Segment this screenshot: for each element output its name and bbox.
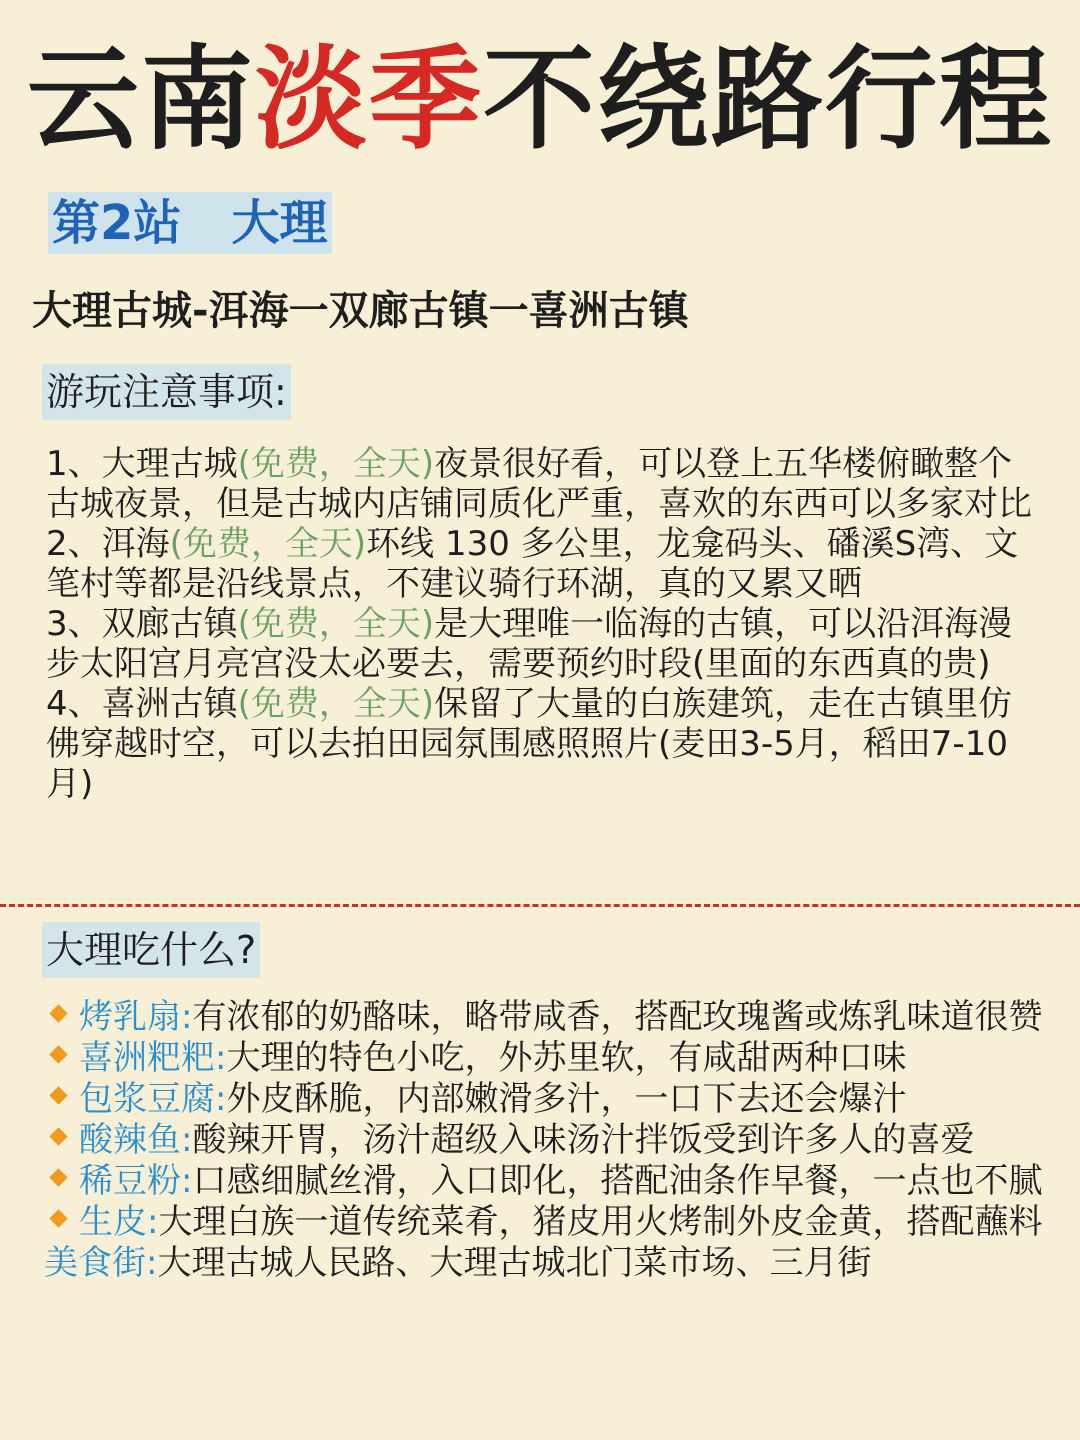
route-line: 大理古城-洱海一双廊古镇一喜洲古镇: [32, 288, 689, 334]
tip-item: [46, 524, 1046, 604]
tip-prefix: 1、大理古城: [46, 444, 238, 484]
food-name: 烤乳扇:: [79, 997, 193, 1037]
tip-item: [46, 444, 1046, 524]
tip-tag: (免费，全天): [237, 444, 435, 484]
tip-prefix: 2、洱海: [46, 524, 170, 564]
food-list: [44, 997, 1044, 1284]
food-name: 稀豆粉:: [79, 1161, 193, 1201]
title-part-3: 不绕路行程: [483, 35, 1053, 165]
tips-list: [46, 444, 1046, 804]
food-street: [44, 1243, 1044, 1284]
food-heading: 大理吃什么?: [42, 922, 260, 978]
diamond-bullet-icon: [49, 1045, 67, 1063]
food-item: [44, 997, 1044, 1038]
tip-item: [46, 604, 1046, 684]
tip-tag: (免费，全天): [169, 524, 367, 564]
food-name: 生皮:: [79, 1202, 159, 1242]
tip-text: 环线 130 多公里，龙龛码头、磻溪S湾、文笔村等都是沿线景点，不建议骑行环湖，真的又累又晒: [46, 524, 1019, 604]
tip-tag: (免费，全天): [237, 604, 435, 644]
food-item: [44, 1120, 1044, 1161]
food-item: [44, 1202, 1044, 1243]
food-name: 喜洲粑粑:: [79, 1038, 227, 1078]
tip-item: [46, 684, 1046, 804]
food-name: 酸辣鱼:: [79, 1120, 193, 1160]
food-item: [44, 1161, 1044, 1202]
diamond-bullet-icon: [49, 1168, 67, 1186]
food-street-text: 大理古城人民路、大理古城北门菜市场、三月街: [157, 1243, 872, 1283]
food-name: 包浆豆腐:: [79, 1079, 227, 1119]
food-item: [44, 1038, 1044, 1079]
food-desc: 酸辣开胃，汤汁超级入味汤汁拌饭受到许多人的喜爱: [192, 1120, 975, 1160]
page-title: [0, 35, 1080, 165]
tip-prefix: 3、双廊古镇: [46, 604, 238, 644]
title-part-2-highlight: 淡季: [255, 35, 483, 165]
tip-text: 保留了大量的白族建筑，走在古镇里仿佛穿越时空，可以去拍田园氛围感照照片(麦田3-5月，稻田7-10月): [46, 684, 1013, 804]
tips-heading: 游玩注意事项:: [42, 364, 291, 420]
food-desc: 大理白族一道传统菜肴，猪皮用火烤制外皮金黄，搭配蘸料: [158, 1202, 1043, 1242]
food-desc: 大理的特色小吃，外苏里软，有咸甜两种口味: [226, 1038, 907, 1078]
diamond-bullet-icon: [49, 1127, 67, 1145]
diamond-bullet-icon: [49, 1004, 67, 1022]
food-street-label: 美食街:: [44, 1243, 158, 1283]
tip-tag: (免费，全天): [237, 684, 435, 724]
diamond-bullet-icon: [49, 1209, 67, 1227]
dashed-divider: [0, 904, 1080, 907]
title-part-1: 云南: [27, 35, 255, 165]
tip-text: 是大理唯一临海的古镇，可以沿洱海漫步太阳宫月亮宫没太必要去，需要预约时段(里面的东西真的贵): [46, 604, 1013, 684]
food-desc: 外皮酥脆，内部嫩滑多汁，一口下去还会爆汁: [226, 1079, 907, 1119]
tip-text: 夜景很好看，可以登上五华楼俯瞰整个古城夜景，但是古城内店铺同质化严重，喜欢的东西可以多家对比: [46, 444, 1032, 524]
station-label: 第2站 大理: [48, 192, 332, 254]
diamond-bullet-icon: [49, 1086, 67, 1104]
food-desc: 口感细腻丝滑，入口即化，搭配油条作早餐，一点也不腻: [192, 1161, 1043, 1201]
food-desc: 有浓郁的奶酪味，略带咸香，搭配玫瑰酱或炼乳味道很赞: [192, 997, 1043, 1037]
tip-prefix: 4、喜洲古镇: [46, 684, 238, 724]
food-item: [44, 1079, 1044, 1120]
